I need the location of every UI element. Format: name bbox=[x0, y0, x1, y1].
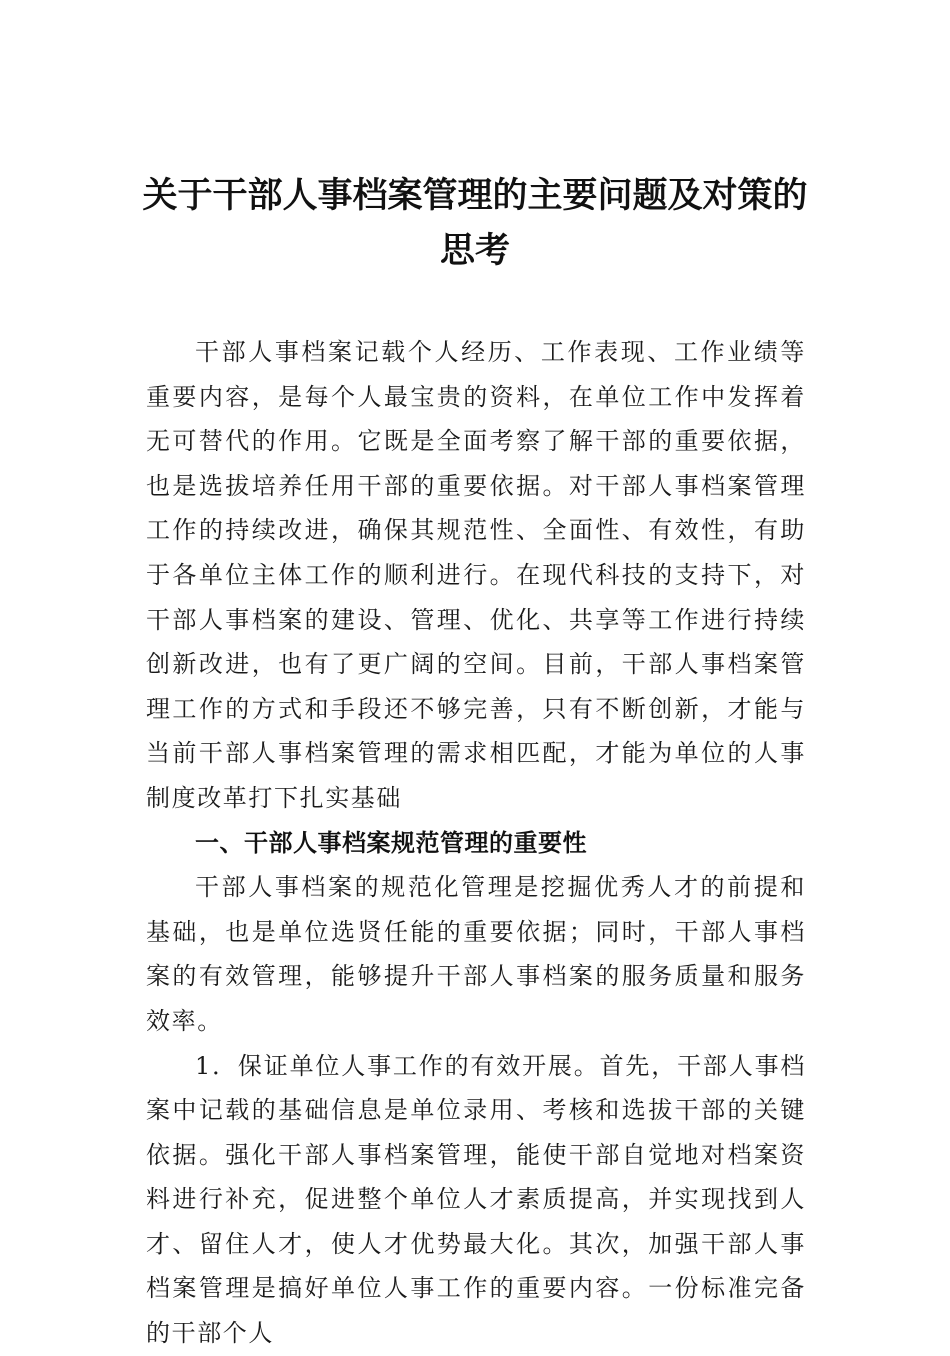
section-heading: 一、干部人事档案规范管理的重要性 bbox=[195, 828, 587, 857]
intro-paragraph: 干部人事档案记载个人经历、工作表现、工作业绩等重要内容，是每个人最宝贵的资料，在单位工作中发挥着无可替代的作用。它既是全面考察了解干部的重要依据，也是选拔培养任用干部的重要依据。对干部人事档案管理工作的持续改进，确保其规范性、全面性、有效性，有助于各单位主体工作的顺利进行。在现代科技的支持下，对干部人事档案的建设、管理、优化、共享等工作进行持续创新改进，也有了更广阔的空间。目前，干部人事档案管理工作的方式和手段还不够完善，只有不断创新，才能与当前干部人事档案管理的需求相匹配，才能为单位的人事制度改革打下扎实基础 bbox=[146, 338, 806, 812]
section-paragraph: 1．保证单位人事工作的有效开展。首先，干部人事档案中记载的基础信息是单位录用、考核和选拔干部的关键依据。强化干部人事档案管理，能使干部自觉地对档案资料进行补充，促进整个单位人才素质提高，并实现找到人才、留住人才，使人才优势最大化。其次，加强干部人事档案管理是搞好单位人事工作的重要内容。一份标准完备的干部个人 bbox=[146, 1051, 806, 1348]
section-paragraph: 干部人事档案的规范化管理是挖掘优秀人才的前提和基础，也是单位选贤任能的重要依据；同时，干部人事档案的有效管理，能够提升干部人事档案的服务质量和服务效率。 bbox=[146, 873, 806, 1035]
document-title: 关于干部人事档案管理的主要问题及对策的思考 bbox=[142, 175, 808, 271]
document-body bbox=[146, 330, 806, 1356]
